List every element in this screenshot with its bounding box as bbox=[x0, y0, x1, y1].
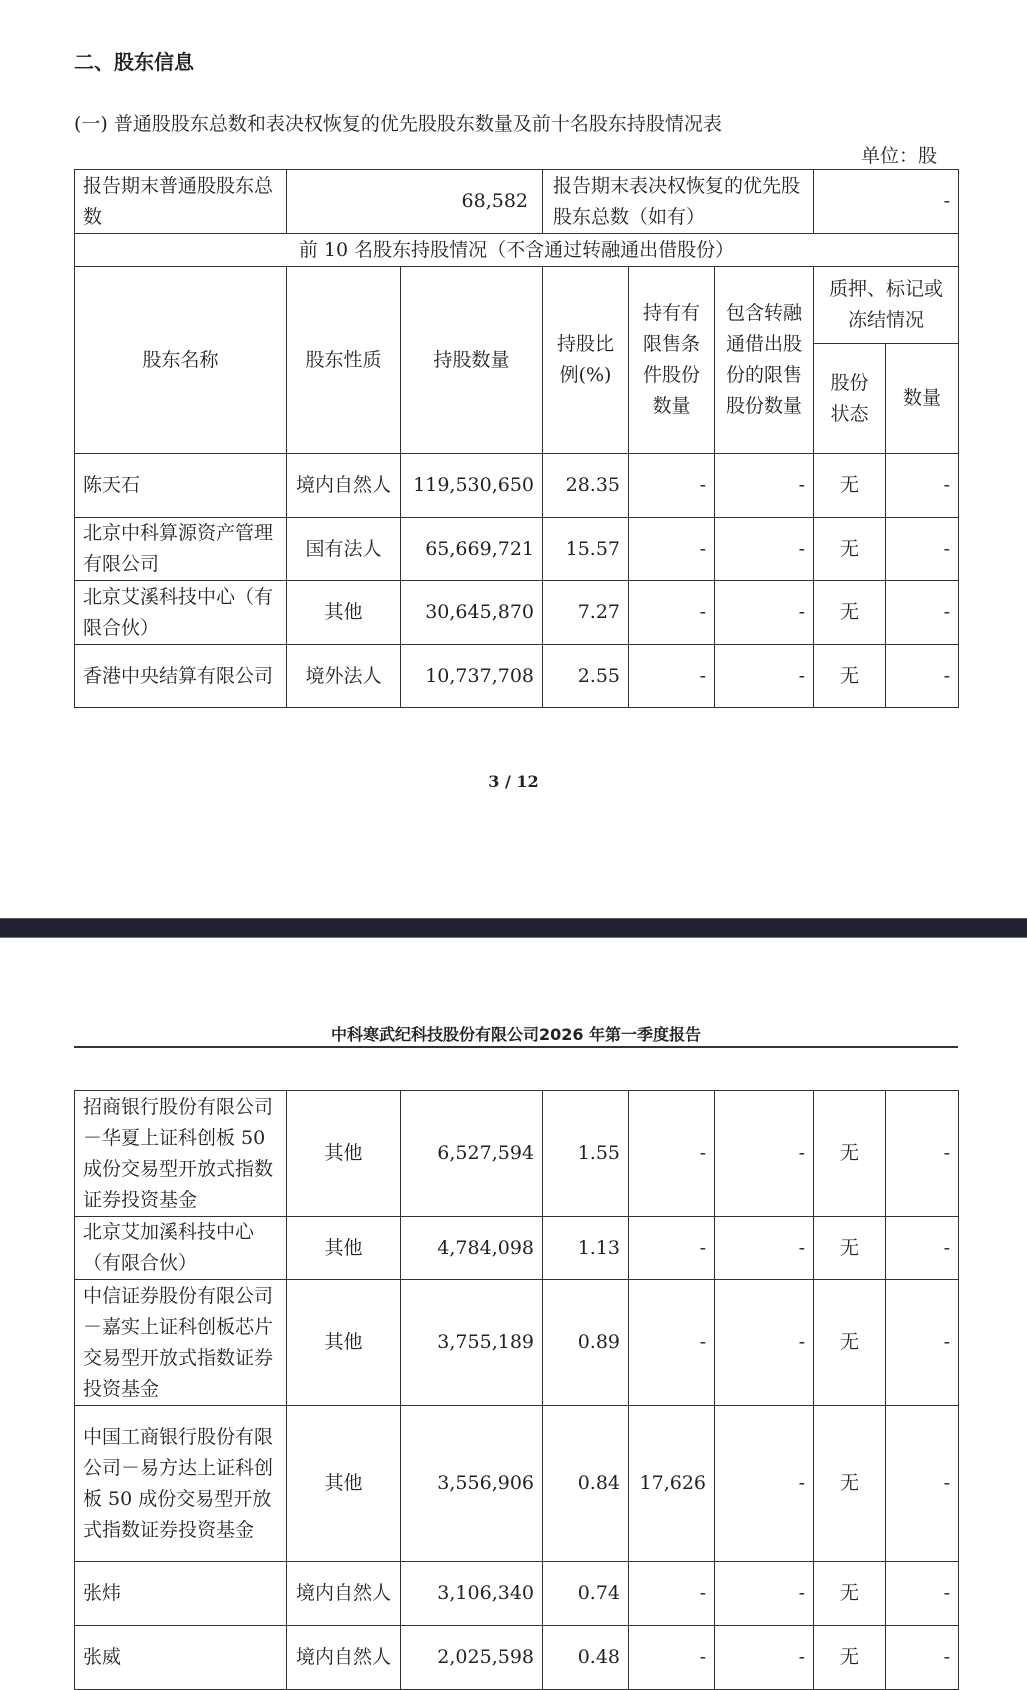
cell-name: 香港中央结算有限公司 bbox=[75, 645, 287, 708]
table-row bbox=[75, 454, 959, 518]
cell-qty: - bbox=[886, 454, 959, 518]
cell-restricted: - bbox=[629, 1091, 715, 1217]
cell-status: 无 bbox=[814, 1280, 886, 1406]
col-header-name: 股东名称 bbox=[75, 267, 287, 454]
cell-qty: - bbox=[886, 1280, 959, 1406]
cell-qty: - bbox=[886, 581, 959, 645]
col-header-pledge-qty: 数量 bbox=[886, 344, 959, 454]
cell-ratio: 28.35 bbox=[543, 454, 629, 518]
cell-status: 无 bbox=[814, 1626, 886, 1690]
cell-name: 中信证券股份有限公司－嘉实上证科创板芯片交易型开放式指数证券投资基金 bbox=[75, 1280, 287, 1406]
cell-restricted: - bbox=[629, 645, 715, 708]
cell-shares: 30,645,870 bbox=[401, 581, 543, 645]
table-row bbox=[75, 1091, 959, 1217]
cell-ratio: 0.48 bbox=[543, 1626, 629, 1690]
cell-qty: - bbox=[886, 1626, 959, 1690]
cell-status: 无 bbox=[814, 581, 886, 645]
cell-restricted: - bbox=[629, 1217, 715, 1280]
cell-nature: 其他 bbox=[287, 581, 401, 645]
cell-qty: - bbox=[886, 518, 959, 581]
cell-name: 张威 bbox=[75, 1626, 287, 1690]
table-row bbox=[75, 1280, 959, 1406]
summary-row bbox=[75, 170, 959, 234]
cell-shares: 2,025,598 bbox=[401, 1626, 543, 1690]
cell-name: 北京艾加溪科技中心（有限合伙） bbox=[75, 1217, 287, 1280]
cell-lending: - bbox=[715, 1217, 814, 1280]
cell-name: 北京艾溪科技中心（有限合伙） bbox=[75, 581, 287, 645]
cell-lending: - bbox=[715, 454, 814, 518]
table-subtitle: (一) 普通股股东总数和表决权恢复的优先股股东数量及前十名股东持股情况表 bbox=[74, 113, 722, 135]
cell-status: 无 bbox=[814, 454, 886, 518]
cell-lending: - bbox=[715, 518, 814, 581]
shareholder-table-page1 bbox=[74, 169, 959, 708]
cell-lending: - bbox=[715, 1562, 814, 1626]
cell-restricted: - bbox=[629, 581, 715, 645]
cell-shares: 10,737,708 bbox=[401, 645, 543, 708]
col-header-pledge-status: 股份状态 bbox=[814, 344, 886, 454]
cell-name: 招商银行股份有限公司－华夏上证科创板 50 成份交易型开放式指数证券投资基金 bbox=[75, 1091, 287, 1217]
col-header-restricted: 持有有限售条件股份数量 bbox=[629, 267, 715, 454]
header-divider bbox=[74, 1046, 958, 1048]
cell-qty: - bbox=[886, 1562, 959, 1626]
cell-status: 无 bbox=[814, 1217, 886, 1280]
table-row bbox=[75, 581, 959, 645]
cell-restricted: - bbox=[629, 454, 715, 518]
cell-nature: 境内自然人 bbox=[287, 1562, 401, 1626]
cell-shares: 3,556,906 bbox=[401, 1406, 543, 1562]
cell-status: 无 bbox=[814, 645, 886, 708]
col-header-nature: 股东性质 bbox=[287, 267, 401, 454]
col-header-pledge-group: 质押、标记或冻结情况 bbox=[814, 267, 959, 344]
page-number: 3 / 12 bbox=[488, 772, 539, 791]
cell-lending: - bbox=[715, 581, 814, 645]
top10-caption: 前 10 名股东持股情况（不含通过转融通出借股份） bbox=[75, 234, 959, 267]
cell-status: 无 bbox=[814, 1562, 886, 1626]
cell-nature: 国有法人 bbox=[287, 518, 401, 581]
cell-restricted: 17,626 bbox=[629, 1406, 715, 1562]
common-holders-label: 报告期末普通股股东总数 bbox=[75, 170, 287, 234]
cell-shares: 4,784,098 bbox=[401, 1217, 543, 1280]
cell-shares: 6,527,594 bbox=[401, 1091, 543, 1217]
cell-ratio: 2.55 bbox=[543, 645, 629, 708]
cell-nature: 境外法人 bbox=[287, 645, 401, 708]
col-header-shares: 持股数量 bbox=[401, 267, 543, 454]
table-row bbox=[75, 1217, 959, 1280]
table-row bbox=[75, 1406, 959, 1562]
cell-nature: 其他 bbox=[287, 1280, 401, 1406]
cell-lending: - bbox=[715, 1091, 814, 1217]
cell-status: 无 bbox=[814, 1091, 886, 1217]
section-title: 二、股东信息 bbox=[74, 50, 194, 74]
cell-lending: - bbox=[715, 1626, 814, 1690]
cell-ratio: 0.84 bbox=[543, 1406, 629, 1562]
cell-ratio: 15.57 bbox=[543, 518, 629, 581]
cell-ratio: 0.89 bbox=[543, 1280, 629, 1406]
cell-ratio: 1.55 bbox=[543, 1091, 629, 1217]
cell-qty: - bbox=[886, 1406, 959, 1562]
cell-qty: - bbox=[886, 1217, 959, 1280]
cell-nature: 其他 bbox=[287, 1217, 401, 1280]
cell-status: 无 bbox=[814, 518, 886, 581]
cell-name: 张炜 bbox=[75, 1562, 287, 1626]
preferred-holders-value: - bbox=[814, 170, 959, 234]
unit-label: 单位：股 bbox=[860, 145, 937, 167]
cell-name: 北京中科算源资产管理有限公司 bbox=[75, 518, 287, 581]
cell-status: 无 bbox=[814, 1406, 886, 1562]
cell-restricted: - bbox=[629, 518, 715, 581]
shareholder-table-page2 bbox=[74, 1090, 959, 1690]
col-header-lending: 包含转融通借出股份的限售股份数量 bbox=[715, 267, 814, 454]
cell-name: 中国工商银行股份有限公司－易方达上证科创板 50 成份交易型开放式指数证券投资基金 bbox=[75, 1406, 287, 1562]
cell-shares: 65,669,721 bbox=[401, 518, 543, 581]
cell-nature: 境内自然人 bbox=[287, 1626, 401, 1690]
common-holders-value: 68,582 bbox=[287, 170, 543, 234]
table-row bbox=[75, 645, 959, 708]
cell-lending: - bbox=[715, 645, 814, 708]
cell-nature: 其他 bbox=[287, 1406, 401, 1562]
table-row bbox=[75, 1562, 959, 1626]
cell-shares: 119,530,650 bbox=[401, 454, 543, 518]
cell-shares: 3,755,189 bbox=[401, 1280, 543, 1406]
page-header-title: 中科寒武纪科技股份有限公司2026 年第一季度报告 bbox=[330, 1025, 702, 1044]
cell-lending: - bbox=[715, 1280, 814, 1406]
cell-ratio: 1.13 bbox=[543, 1217, 629, 1280]
table-row bbox=[75, 518, 959, 581]
col-header-ratio: 持股比例(%) bbox=[543, 267, 629, 454]
page-separator bbox=[0, 918, 1027, 938]
preferred-holders-label: 报告期末表决权恢复的优先股股东总数（如有） bbox=[543, 170, 814, 234]
cell-ratio: 7.27 bbox=[543, 581, 629, 645]
cell-ratio: 0.74 bbox=[543, 1562, 629, 1626]
cell-restricted: - bbox=[629, 1626, 715, 1690]
cell-shares: 3,106,340 bbox=[401, 1562, 543, 1626]
cell-nature: 境内自然人 bbox=[287, 454, 401, 518]
table-row bbox=[75, 1626, 959, 1690]
cell-qty: - bbox=[886, 645, 959, 708]
cell-lending: - bbox=[715, 1406, 814, 1562]
cell-restricted: - bbox=[629, 1280, 715, 1406]
cell-qty: - bbox=[886, 1091, 959, 1217]
cell-nature: 其他 bbox=[287, 1091, 401, 1217]
header-row bbox=[75, 267, 959, 344]
cell-restricted: - bbox=[629, 1562, 715, 1626]
cell-name: 陈天石 bbox=[75, 454, 287, 518]
